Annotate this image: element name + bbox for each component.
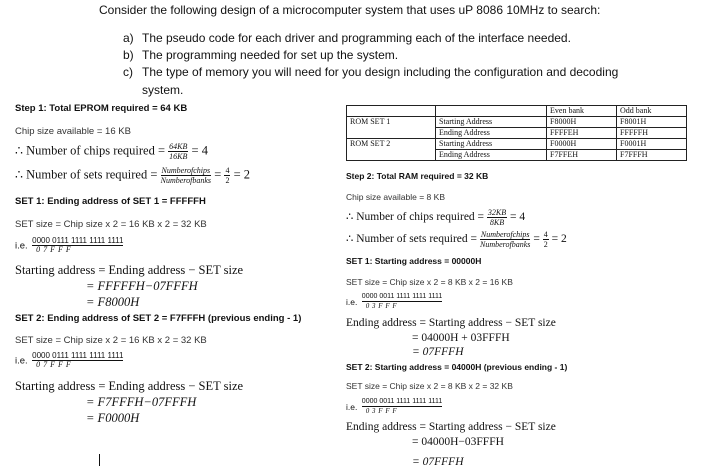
text-cursor — [99, 454, 100, 466]
right-set2-starting: SET 2: Starting address = 04000H (previous ending - 1) — [346, 362, 568, 372]
table-row — [347, 117, 687, 128]
right-set2-hex: 0 3 F F F — [362, 406, 442, 415]
item-c-marker: c) — [123, 65, 133, 79]
right-chip-size: Chip size available = 8 KB — [346, 192, 445, 202]
rom-row-label: Ending Address — [436, 150, 547, 161]
rom-row-odd: FFFFFH — [617, 128, 687, 139]
left-set1-start-l2: = FFFFFH−07FFFH — [86, 279, 198, 293]
left-set1-start-l1: Starting address = Ending address − SET size — [15, 263, 244, 277]
left-set1-bin: 0000 0111 1111 1111 1111 — [32, 236, 124, 246]
rom-row-odd: F8001H — [617, 117, 687, 128]
right-num-sets-eq: = — [533, 233, 540, 246]
right-set1-end-l3: = 07FFFH — [412, 346, 464, 358]
left-set2-start-l2: = F7FFFH−07FFFH — [86, 395, 197, 409]
left-num-chips-num: 64KB — [169, 142, 188, 151]
rom-row-label: Starting Address — [436, 117, 547, 128]
left-num-chips-fraction — [168, 142, 188, 161]
left-num-sets-result: = 2 — [233, 167, 250, 182]
right-set1-size: SET size = Chip size x 2 = 8 KB x 2 = 16 KB — [346, 277, 513, 287]
right-num-sets-small-den: 2 — [543, 240, 548, 249]
right-num-chips-result: = 4 — [510, 211, 526, 224]
right-set2-size: SET size = Chip size x 2 = 8 KB x 2 = 32 KB — [346, 381, 513, 391]
intro-text: Consider the following design of a microcomputer system that uses uP 8086 10MHz to search: — [99, 3, 601, 17]
right-set2-bin-block — [362, 398, 442, 415]
right-set1-binary — [346, 293, 442, 311]
right-set2-ie: i.e. — [346, 401, 358, 412]
item-b-marker: b) — [123, 48, 134, 62]
left-set2-start-l3: = F0000H — [86, 411, 140, 425]
right-num-sets-fraction — [480, 230, 531, 249]
rom-row-label: Starting Address — [436, 139, 547, 150]
left-chip-size: Chip size available = 16 KB — [15, 126, 131, 137]
left-set1-ending: SET 1: Ending address of SET 1 = FFFFFH — [15, 196, 206, 207]
right-set1-end-l1: Ending address = Starting address − SET size — [346, 317, 556, 329]
left-set2-bin-block — [32, 352, 123, 369]
left-set2-ending: SET 2: Ending address of SET 2 = F7FFFH (previous ending - 1) — [15, 313, 302, 324]
item-c-text: The type of memory you will need for you design including the configuration and decoding — [142, 65, 619, 79]
rom-row-even: F0000H — [547, 139, 617, 150]
right-num-sets-num: Numberofchips — [480, 230, 530, 239]
left-num-sets — [15, 166, 250, 185]
rom-set1-label: ROM SET 1 — [347, 117, 436, 139]
left-num-chips — [15, 142, 208, 161]
left-num-sets-fraction — [161, 166, 212, 185]
step2-heading: Step 2: Total RAM required = 32 KB — [346, 171, 489, 181]
right-set2-end-l1: Ending address = Starting address − SET size — [346, 421, 556, 433]
table-row — [347, 139, 687, 150]
right-set1-bin: 0000 0011 1111 1111 1111 — [361, 293, 443, 301]
right-set1-hex: 0 3 F F F — [362, 301, 442, 310]
right-num-sets-small-num: 4 — [543, 230, 548, 239]
right-num-sets — [346, 230, 567, 249]
right-num-sets-den: Numberofbanks — [480, 240, 531, 249]
rom-row-even: FFFFEH — [547, 128, 617, 139]
left-set2-hex: 0 7 F F F — [32, 360, 123, 369]
rom-table — [346, 105, 687, 161]
left-num-chips-result: = 4 — [191, 143, 208, 158]
left-num-sets-small-num: 4 — [225, 166, 230, 175]
right-set1-end-l2: = 04000H + 03FFFH — [412, 332, 510, 344]
rom-row-even: F8000H — [547, 117, 617, 128]
right-num-chips-den: 8KB — [489, 218, 505, 227]
right-set1-starting: SET 1: Starting address = 00000H — [346, 256, 482, 266]
left-num-sets-den: Numberofbanks — [160, 176, 212, 185]
left-set1-size: SET size = Chip size x 2 = 16 KB x 2 = 32 KB — [15, 219, 207, 230]
item-b-text: The programming needed for set up the system. — [142, 48, 399, 62]
rom-header-blank1 — [347, 106, 436, 117]
rom-table-header — [347, 106, 687, 117]
right-set2-binary — [346, 398, 442, 416]
left-num-chips-label: ∴ Number of chips required = — [15, 143, 166, 158]
right-num-chips-fraction — [487, 208, 507, 227]
right-num-sets-result: = 2 — [551, 233, 567, 246]
rom-set2-label: ROM SET 2 — [347, 139, 436, 161]
rom-header-even: Even bank — [547, 106, 617, 117]
step1-heading: Step 1: Total EPROM required = 64 KB — [15, 103, 188, 114]
item-a-marker: a) — [123, 31, 134, 45]
left-num-sets-label: ∴ Number of sets required = — [15, 167, 158, 182]
item-c-cont: system. — [142, 83, 184, 97]
left-num-sets-num: Numberofchips — [161, 166, 211, 175]
left-set2-bin: 0000 0111 1111 1111 1111 — [32, 351, 124, 361]
rom-header-odd: Odd bank — [617, 106, 687, 117]
right-num-chips-num: 32KB — [487, 208, 507, 217]
right-num-sets-label: ∴ Number of sets required = — [346, 233, 478, 246]
right-set2-end-l3: = 07FFFH — [412, 456, 464, 468]
rom-row-even: F7FFEH — [547, 150, 617, 161]
left-set1-bin-block — [32, 237, 123, 254]
right-num-sets-small-fraction — [543, 230, 549, 249]
left-num-sets-small-fraction — [224, 166, 230, 185]
right-num-chips-label: ∴ Number of chips required = — [346, 211, 485, 224]
left-num-sets-eq: = — [214, 167, 222, 182]
right-set2-end-l2: = 04000H−03FFFH — [412, 436, 504, 448]
left-set2-size: SET size = Chip size x 2 = 16 KB x 2 = 32 KB — [15, 335, 207, 346]
left-set1-binary — [15, 237, 123, 255]
left-set1-hex: 0 7 F F F — [32, 245, 123, 254]
left-num-sets-small-den: 2 — [225, 176, 230, 185]
left-num-chips-den: 16KB — [169, 152, 188, 161]
right-num-chips — [346, 208, 525, 227]
left-set1-ie: i.e. — [15, 240, 28, 252]
right-set1-bin-block — [362, 293, 442, 310]
rom-row-odd: F7FFFH — [617, 150, 687, 161]
right-set2-bin: 0000 0011 1111 1111 1111 — [361, 398, 443, 406]
item-a-text: The pseudo code for each driver and programming each of the interface needed. — [142, 31, 571, 45]
rom-row-odd: F0001H — [617, 139, 687, 150]
left-set2-ie: i.e. — [15, 355, 28, 367]
left-set1-start-l3: = F8000H — [86, 295, 140, 309]
rom-header-blank2 — [436, 106, 547, 117]
left-set2-binary — [15, 352, 123, 370]
rom-row-label: Ending Address — [436, 128, 547, 139]
right-set1-ie: i.e. — [346, 296, 358, 307]
left-set2-start-l1: Starting address = Ending address − SET size — [15, 379, 244, 393]
